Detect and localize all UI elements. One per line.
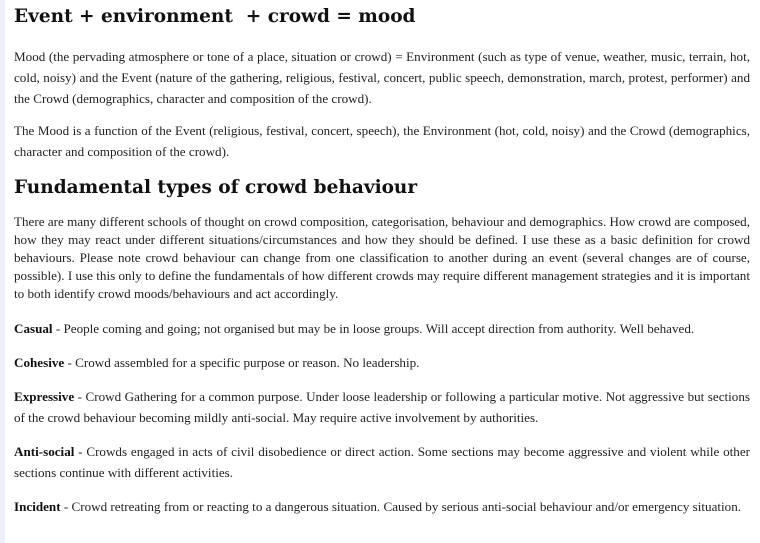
behaviour-type-incident	[14, 496, 750, 517]
behaviour-term: Expressive	[14, 389, 75, 404]
heading-event-environment-crowd-mood: Event + environment + crowd = mood	[14, 6, 416, 27]
mood-function-paragraph: The Mood is a function of the Event (religious, festival, concert, speech), the Environment (hot, cold, noisy) and the Crowd (demographics, character and composition of the crowd).	[14, 123, 750, 159]
behaviour-type-casual	[14, 318, 750, 339]
behaviour-type-anti-social	[14, 441, 750, 483]
behaviour-description: - Crowd retreating from or reacting to a dangerous situation. Caused by serious anti-social behaviour and/or emergency situation.	[60, 499, 742, 514]
behaviour-term: Cohesive	[14, 355, 65, 370]
behaviour-term: Anti-social	[14, 444, 75, 459]
behaviour-description: - Crowds engaged in acts of civil disobedience or direct action. Some sections may become aggressive and violent while other sections continue with different activities.	[14, 444, 750, 480]
crowd-behaviour-intro-paragraph: There are many different schools of thought on crowd composition, categorisation, behaviour and demographics. How crowd are composed, how they may react under different situations/circumstances and how they should be defined. I use these as a basic definition for crowd behaviours. Please note crowd behaviour can change from one classification to another during an event (several changes are of course, possible). I use this only to define the fundamentals of how different crowds may require different management strategies and it is important to both identify crowd moods/behaviours and act accordingly.	[14, 214, 750, 301]
heading-fundamental-types: Fundamental types of crowd behaviour	[14, 177, 418, 198]
behaviour-term: Incident	[14, 499, 61, 514]
mood-definition-paragraph: Mood (the pervading atmosphere or tone of a place, situation or crowd) = Environment (such as type of venue, weather, music, terrain, hot, cold, noisy) and the Event (nature of the gathering, religious, festival, concert, public speech, demonstration, march, protest, performer) and the Crowd (demographics, character and composition of the crowd).	[14, 49, 750, 106]
behaviour-description: - People coming and going; not organised but may be in loose groups. Will accept direction from authority. Well behaved.	[52, 321, 695, 336]
left-margin-strip	[0, 0, 5, 543]
behaviour-description: - Crowd Gathering for a common purpose. Under loose leadership or following a particular motive. Not aggressive but sections of the crowd behaviour becoming mildly anti-social. May require active involvement by authorities.	[14, 389, 750, 425]
behaviour-type-expressive	[14, 386, 750, 428]
behaviour-description: - Crowd assembled for a specific purpose or reason. No leadership.	[64, 355, 420, 370]
behaviour-term: Casual	[14, 321, 53, 336]
behaviour-type-cohesive	[14, 352, 750, 373]
